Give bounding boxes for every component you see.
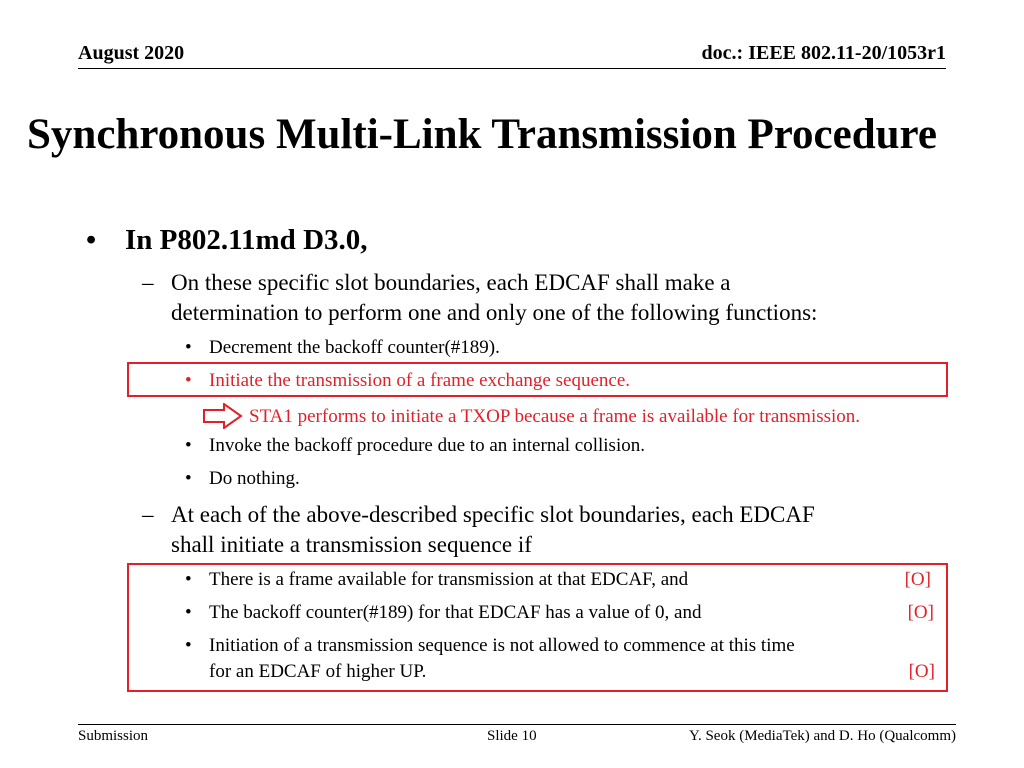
function-bullet: • — [185, 337, 192, 358]
function-item: Do nothing. — [209, 468, 300, 489]
level1-text: In P802.11md D3.0, — [125, 224, 368, 256]
condition-bullet: • — [185, 602, 192, 623]
para1-line1: On these specific slot boundaries, each EDCAF shall make a — [171, 270, 731, 295]
right-arrow-icon — [203, 403, 243, 429]
para2-line1: At each of the above-described specific slot boundaries, each EDCAF — [171, 502, 815, 527]
condition-item-line1: Initiation of a transmission sequence is not allowed to commence at this time — [209, 635, 795, 656]
condition-item: The backoff counter(#189) for that EDCAF has a value of 0, and — [209, 602, 702, 623]
function-bullet: • — [185, 435, 192, 456]
optional-tag: [O] — [907, 602, 934, 623]
footer-submission: Submission — [78, 728, 149, 744]
note-text: STA1 performs to initiate a TXOP because a frame is available for transmission. — [249, 406, 861, 427]
para1-line2: determination to perform one and only one of the following functions: — [171, 300, 818, 325]
footer-divider — [78, 724, 956, 725]
function-item-highlighted: Initiate the transmission of a frame exchange sequence. — [209, 370, 630, 391]
function-item: Invoke the backoff procedure due to an internal collision. — [209, 435, 645, 456]
function-bullet: • — [185, 370, 192, 391]
footer-authors: Y. Seok (MediaTek) and D. Ho (Qualcomm) — [689, 728, 956, 744]
level1-bullet: • — [86, 224, 97, 256]
condition-bullet: • — [185, 569, 192, 590]
dash-marker: – — [142, 270, 154, 295]
optional-tag: [O] — [904, 569, 931, 590]
slide-title: Synchronous Multi-Link Transmission Procedure — [27, 111, 937, 158]
condition-item-line2: for an EDCAF of higher UP. — [209, 661, 427, 682]
condition-item: There is a frame available for transmission at that EDCAF, and — [209, 569, 689, 590]
dash-marker: – — [142, 502, 154, 527]
footer-slide-number: Slide 10 — [487, 728, 537, 744]
header-divider — [78, 68, 946, 69]
header-doc-id: doc.: IEEE 802.11-20/1053r1 — [701, 42, 946, 64]
function-bullet: • — [185, 468, 192, 489]
header-date: August 2020 — [78, 42, 185, 64]
para2-line2: shall initiate a transmission sequence if — [171, 532, 532, 557]
condition-bullet: • — [185, 635, 192, 656]
function-item: Decrement the backoff counter(#189). — [209, 337, 500, 358]
optional-tag: [O] — [908, 661, 935, 682]
